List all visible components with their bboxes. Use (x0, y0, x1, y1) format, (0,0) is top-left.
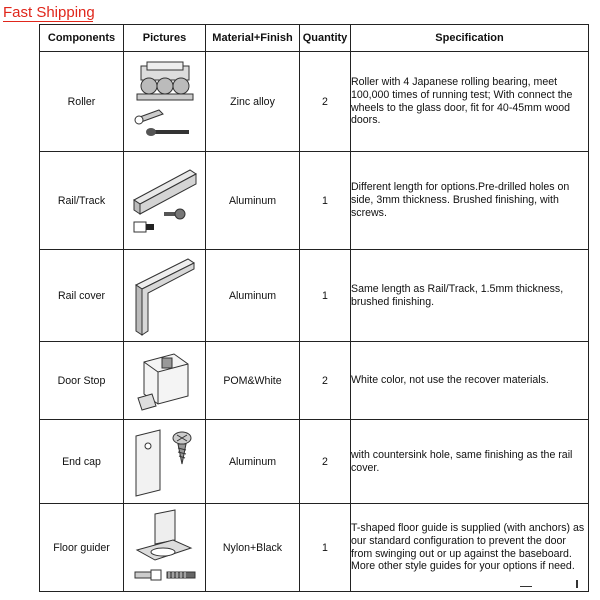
material-value: Zinc alloy (206, 52, 300, 152)
roller-icon (129, 60, 201, 144)
header-pictures: Pictures (124, 25, 206, 52)
table-row (40, 504, 589, 592)
door-stop-icon (134, 348, 196, 414)
material-value: Aluminum (206, 250, 300, 342)
quantity-value: 1 (300, 250, 351, 342)
component-name: Rail/Track (40, 152, 124, 250)
rail-cover-picture (124, 250, 206, 342)
specification-text: Same length as Rail/Track, 1.5mm thickness, brushed finishing. (351, 250, 589, 342)
header-specification: Specification (351, 25, 589, 52)
specification-text: Roller with 4 Japanese rolling bearing, meet 100,000 times of running test; With connect the wheels to the glass door, fit for 40-45mm wood doors. (351, 52, 589, 152)
component-name: Rail cover (40, 250, 124, 342)
header-material: Material+Finish (206, 25, 300, 52)
material-value: Aluminum (206, 420, 300, 504)
quantity-value: 2 (300, 52, 351, 152)
table-row (40, 342, 589, 420)
fast-shipping-banner: Fast Shipping (3, 4, 95, 21)
floor-guider-picture (124, 504, 206, 592)
component-name: Floor guider (40, 504, 124, 592)
roller-picture (124, 52, 206, 152)
material-value: POM&White (206, 342, 300, 420)
door-stop-picture (124, 342, 206, 420)
component-name: Roller (40, 52, 124, 152)
rail-track-picture (124, 152, 206, 250)
quantity-value: 2 (300, 420, 351, 504)
quantity-value: 2 (300, 342, 351, 420)
component-name: End cap (40, 420, 124, 504)
rail-track-icon (128, 166, 202, 236)
end-cap-icon (130, 424, 200, 500)
end-cap-picture (124, 420, 206, 504)
specification-text: T-shaped floor guide is supplied (with anchors) as our standard configuration to prevent the door from swinging out or up against the baseboard. More other style guides for your options if need. (351, 504, 589, 592)
quantity-value: 1 (300, 152, 351, 250)
specification-text: Different length for options.Pre-drilled holes on side, 3mm thickness. Brushed finishing, with screws. (351, 152, 589, 250)
header-quantity: Quantity (300, 25, 351, 52)
banner-underline (3, 21, 93, 22)
material-value: Nylon+Black (206, 504, 300, 592)
specification-text: White color, not use the recover materials. (351, 342, 589, 420)
material-value: Aluminum (206, 152, 300, 250)
components-table (39, 24, 589, 592)
header-components: Components (40, 25, 124, 52)
specification-text: with countersink hole, same finishing as the rail cover. (351, 420, 589, 504)
footer-marks (520, 580, 580, 588)
component-name: Door Stop (40, 342, 124, 420)
quantity-value: 1 (300, 504, 351, 592)
table-row (40, 52, 589, 152)
table-row (40, 420, 589, 504)
table-row (40, 250, 589, 342)
floor-guider-icon (129, 508, 201, 588)
header-row (40, 25, 589, 52)
table-row (40, 152, 589, 250)
rail-cover-icon (128, 255, 202, 337)
